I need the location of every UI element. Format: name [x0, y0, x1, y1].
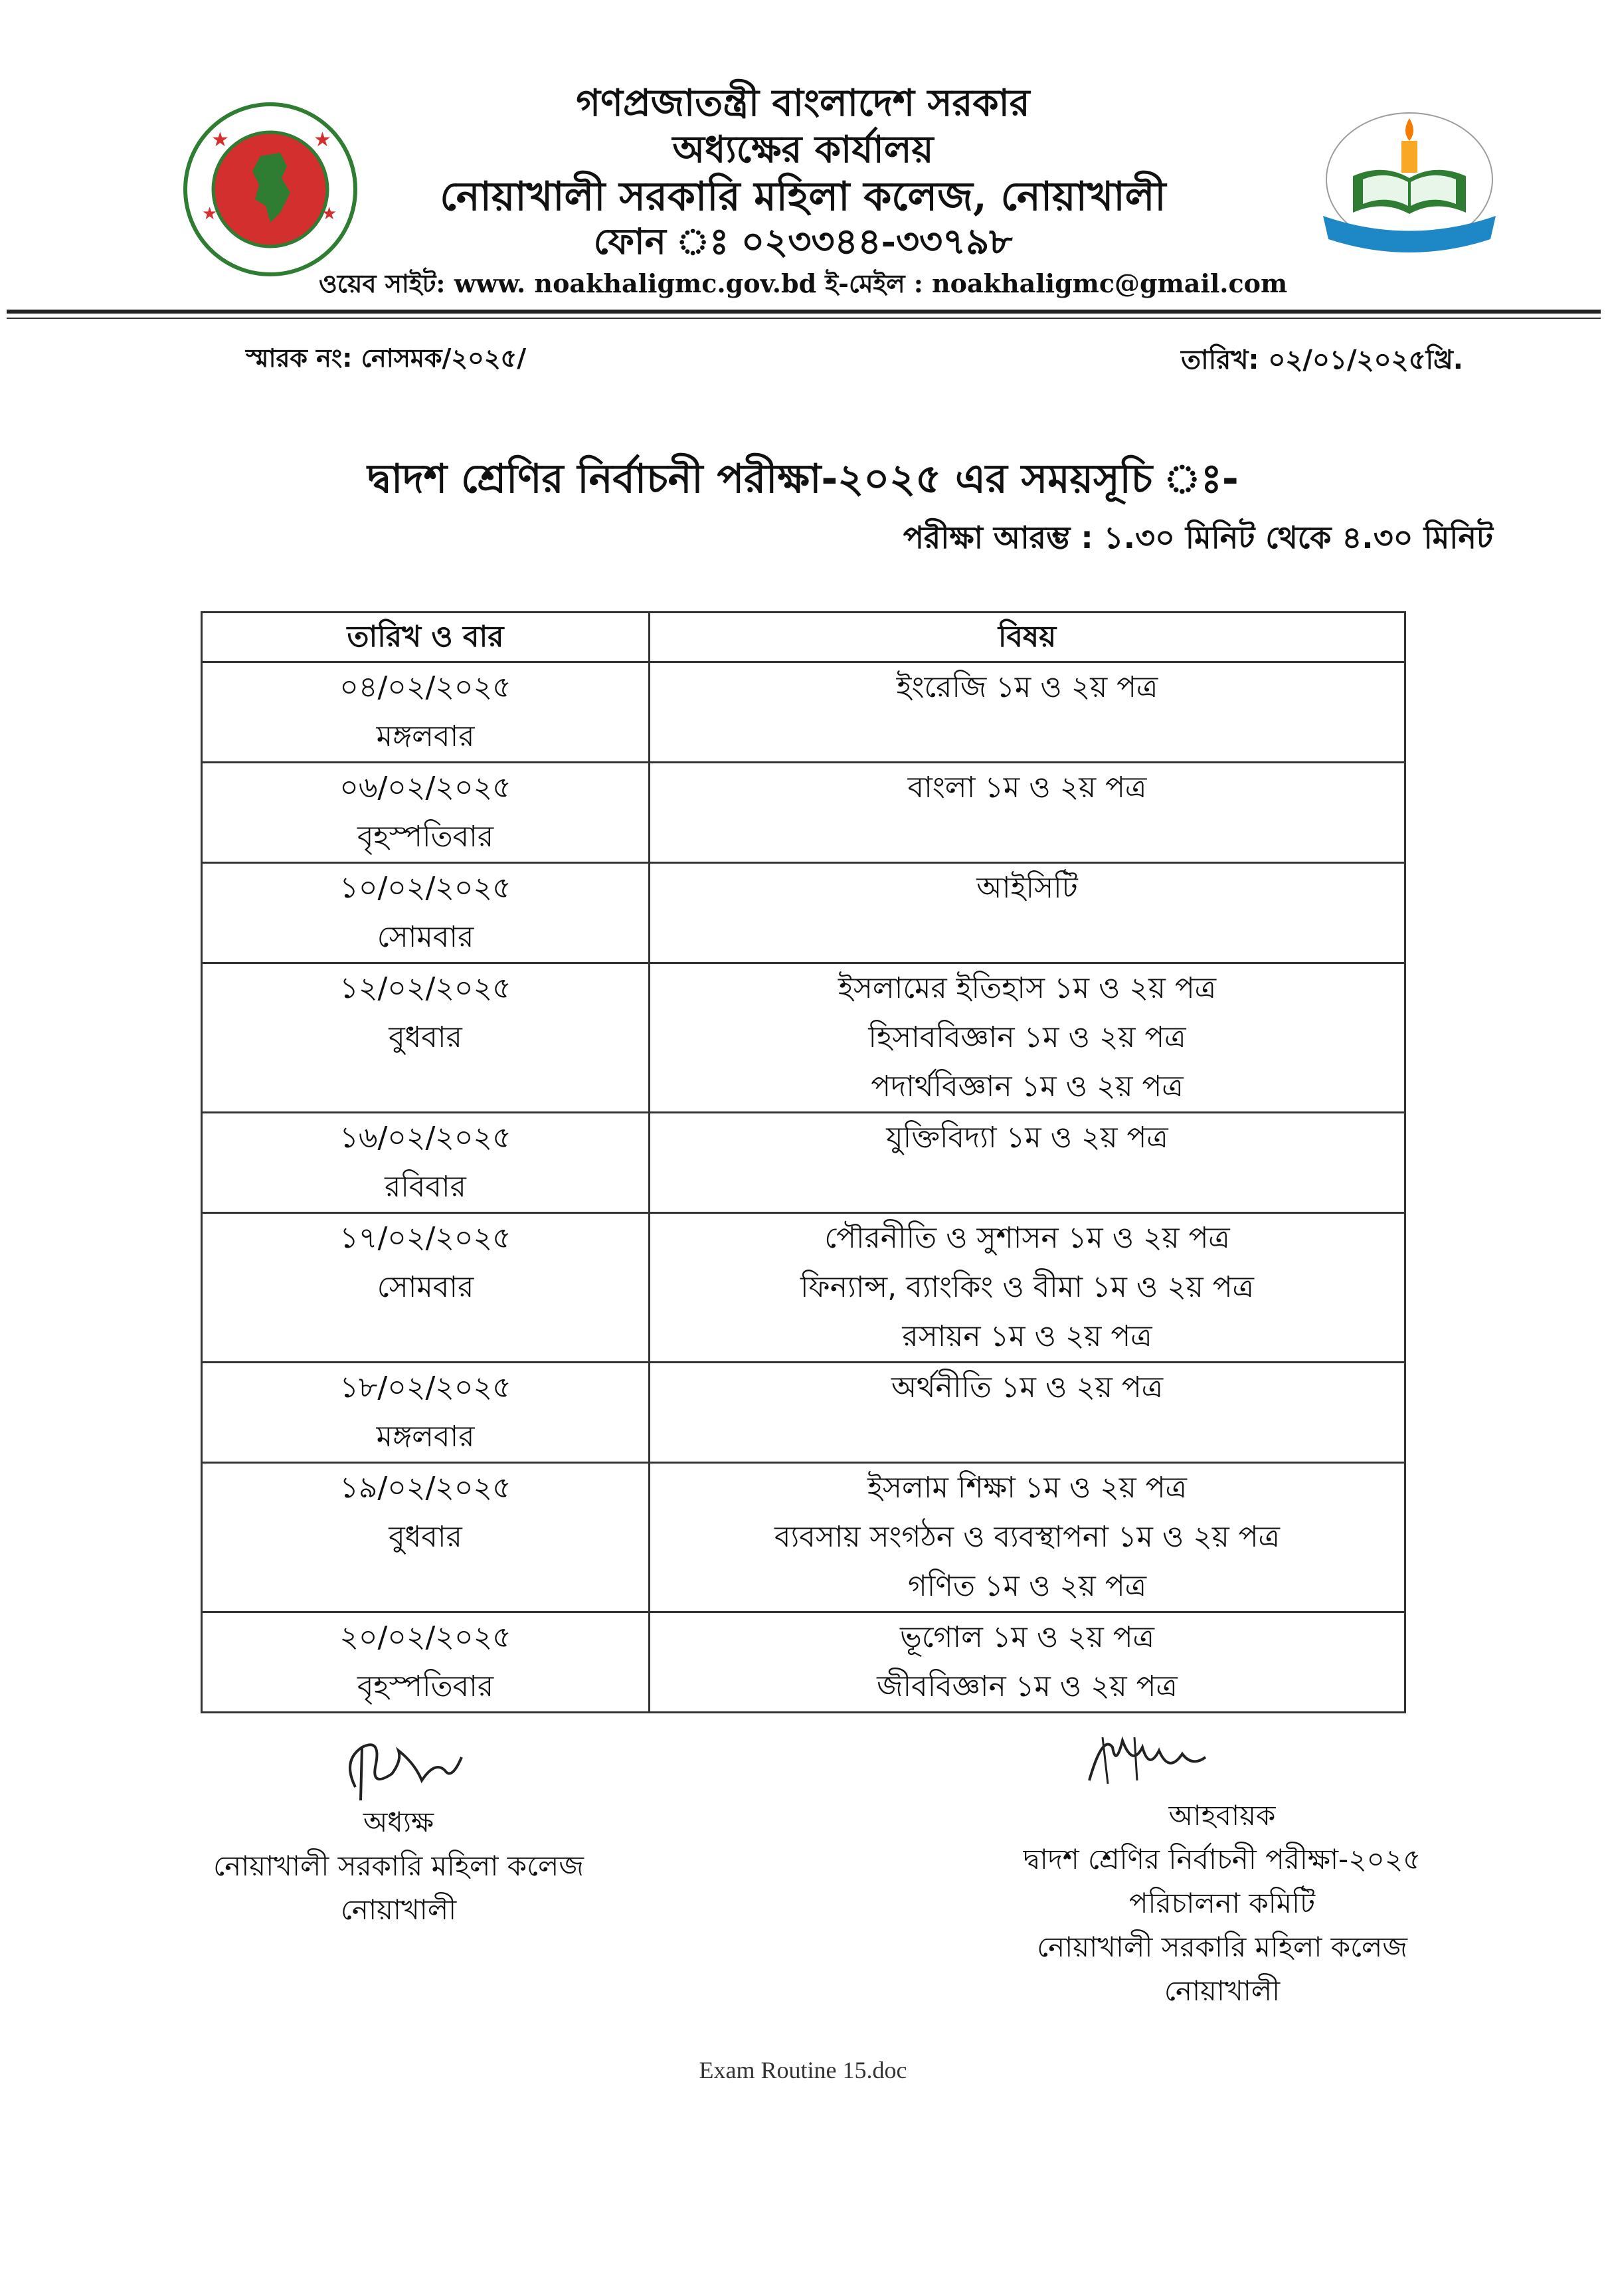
exam-day: রবিবার — [385, 1170, 466, 1204]
date-day-cell — [202, 1463, 650, 1612]
exam-date: ০৪/০২/২০২৫ — [339, 670, 511, 704]
subject-name: ইংরেজি ১ম ও ২য় পত্র — [896, 670, 1158, 704]
exam-date: ২০/০২/২০২৫ — [339, 1620, 511, 1654]
exam-day: বৃহস্পতিবার — [357, 1670, 494, 1703]
exam-timing: পরীক্ষা আরম্ভ : ১.৩০ মিনিট থেকে ৪.৩০ মিনিট — [903, 520, 1493, 555]
svg-text:★: ★ — [211, 128, 229, 151]
subject-name: গণিত ১ম ও ২য় পত্র — [907, 1569, 1147, 1603]
subject-name: যুক্তিবিদ্যা ১ম ও ২য় পত্র — [886, 1121, 1168, 1155]
subjects-cell — [650, 1213, 1405, 1363]
table-row — [202, 963, 1405, 1113]
subject-name: অর্থনীতি ১ম ও ২য় পত্র — [891, 1371, 1164, 1404]
header-divider-thick — [7, 310, 1601, 314]
header-divider-thin — [7, 318, 1601, 319]
subjects-cell — [650, 1113, 1405, 1213]
subjects-cell — [650, 863, 1405, 963]
table-row — [202, 1463, 1405, 1612]
signature-location: নোয়াখালী — [1164, 1974, 1281, 2007]
date-day-cell — [202, 1612, 650, 1713]
date-day-cell — [202, 662, 650, 763]
subject-name: পৌরনীতি ও সুশাসন ১ম ও ২য় পত্র — [824, 1221, 1230, 1255]
subject-name: জীববিজ্ঞান ১ম ও ২য় পত্র — [877, 1670, 1178, 1703]
subject-name: রসায়ন ১ম ও ২য় পত্র — [902, 1319, 1152, 1353]
svg-text:★: ★ — [321, 204, 337, 224]
exam-day: মঙ্গলবার — [376, 1420, 475, 1454]
exam-day: সোমবার — [377, 1270, 474, 1304]
column-header-date: তারিখ ও বার — [202, 613, 650, 662]
date-day-cell — [202, 863, 650, 963]
table-row — [202, 1113, 1405, 1213]
exam-day: বুধবার — [389, 1020, 462, 1054]
subject-name: পদার্থবিজ্ঞান ১ম ও ২য় পত্র — [871, 1070, 1184, 1103]
exam-date: ১৬/০২/২০২৫ — [339, 1121, 511, 1155]
subject-name: আইসিটি — [976, 871, 1078, 905]
subject-name: ইসলাম শিক্ষা ১ম ও ২য় পত্র — [867, 1471, 1187, 1505]
exam-date: ১০/০২/২০২৫ — [339, 871, 511, 905]
exam-day: সোমবার — [377, 920, 474, 954]
signature-title: আহবায়ক — [1168, 1799, 1276, 1832]
subjects-cell — [650, 1363, 1405, 1463]
subjects-cell — [650, 1612, 1405, 1713]
college-name: নোয়াখালী সরকারি মহিলা কলেজ, নোয়াখালী — [440, 173, 1166, 220]
exam-day: বুধবার — [389, 1520, 462, 1554]
exam-date: ১৮/০২/২০২৫ — [339, 1371, 511, 1404]
table-row — [202, 863, 1405, 963]
table-row — [202, 1612, 1405, 1713]
signature-title: অধ্যক্ষ — [363, 1806, 434, 1838]
exam-routine-table — [201, 611, 1406, 1713]
exam-date: ০৬/০২/২০২৫ — [339, 771, 511, 805]
website-email: ওয়েব সাইট: www. noakhaligmc.gov.bd ই-মেইল : noakhaligmc@gmail.com — [318, 268, 1288, 298]
table-header-row — [202, 613, 1405, 662]
signature-committee: দ্বাদশ শ্রেণির নির্বাচনী পরীক্ষা-২০২৫ — [1023, 1843, 1421, 1875]
subjects-cell — [650, 763, 1405, 863]
table-row — [202, 1213, 1405, 1363]
signature-committee-type: পরিচালনা কমিটি — [1129, 1887, 1315, 1919]
date-day-cell — [202, 1363, 650, 1463]
date-day-cell — [202, 963, 650, 1113]
subjects-cell — [650, 662, 1405, 763]
date-day-cell — [202, 1113, 650, 1213]
signature-institution: নোয়াখালী সরকারি মহিলা কলেজ — [1037, 1931, 1407, 1963]
exam-date: ১২/০২/২০২৫ — [339, 971, 511, 1005]
exam-date: ১৭/০২/২০২৫ — [339, 1221, 511, 1255]
phone-number: ফোন ঃ ০২৩৩৪৪-৩৩৭৯৮ — [593, 220, 1013, 262]
government-name: গণপ্রজাতন্ত্রী বাংলাদেশ সরকার — [576, 81, 1030, 125]
svg-text:★: ★ — [313, 128, 331, 151]
table-row — [202, 662, 1405, 763]
file-name-footer: Exam Routine 15.doc — [699, 2057, 907, 2083]
table-body — [202, 662, 1405, 1713]
subject-name: বাংলা ১ম ও ২য় পত্র — [907, 771, 1147, 805]
office-name: অধ্যক্ষের কার্যালয় — [672, 128, 934, 171]
subject-name: হিসাববিজ্ঞান ১ম ও ২য় পত্র — [868, 1020, 1186, 1054]
date-day-cell — [202, 1213, 650, 1363]
subjects-cell — [650, 963, 1405, 1113]
subject-name: ব্যবসায় সংগঠন ও ব্যবস্থাপনা ১ম ও ২য় পত্র — [774, 1520, 1280, 1554]
table-row — [202, 763, 1405, 863]
issue-date: তারিখ: ০২/০১/২০২৫খ্রি. — [1181, 345, 1463, 375]
convener-signature-block — [983, 1727, 1461, 2013]
subjects-cell — [650, 1463, 1405, 1612]
subject-name: ইসলামের ইতিহাস ১ম ও ২য় পত্র — [838, 971, 1217, 1005]
svg-text:★: ★ — [202, 204, 218, 224]
subject-name: ফিন্যান্স, ব্যাংকিং ও বীমা ১ম ও ২য় পত্র — [800, 1270, 1255, 1304]
column-header-subject: বিষয় — [650, 613, 1405, 662]
signature-location: নোয়াখালী — [340, 1893, 457, 1926]
exam-day: মঙ্গলবার — [376, 719, 475, 753]
memo-number: স্মারক নং: নোসমক/২০২৫/ — [246, 343, 527, 373]
date-day-cell — [202, 763, 650, 863]
subject-name: ভূগোল ১ম ও ২য় পত্র — [900, 1620, 1154, 1654]
page-title: দ্বাদশ শ্রেণির নির্বাচনী পরীক্ষা-২০২৫ এর সময়সূচি ঃ- — [367, 456, 1239, 502]
exam-day: বৃহস্পতিবার — [357, 820, 494, 854]
principal-signature-block — [199, 1727, 598, 1932]
signature-institution: নোয়াখালী সরকারি মহিলা কলেজ — [213, 1850, 584, 1882]
table-row — [202, 1363, 1405, 1463]
exam-date: ১৯/০২/২০২৫ — [339, 1471, 511, 1505]
